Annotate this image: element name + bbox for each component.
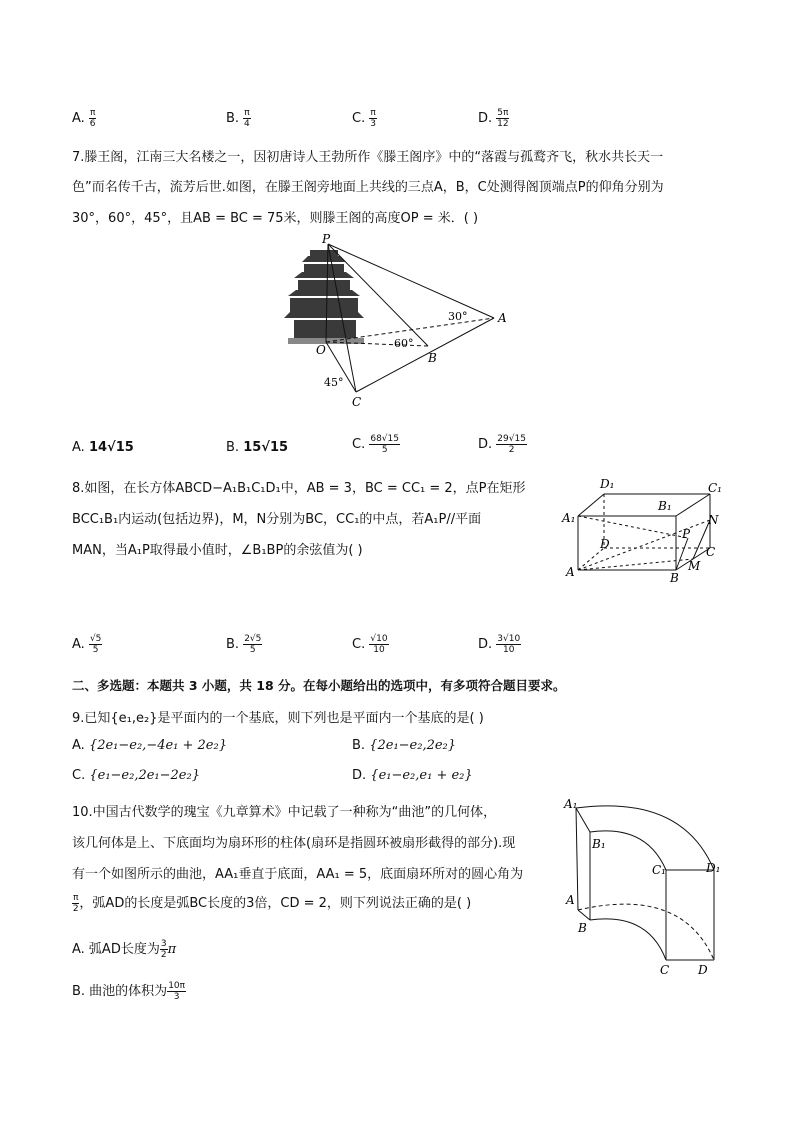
q7-option-b bbox=[226, 440, 288, 455]
q8-option-b bbox=[226, 634, 262, 655]
q8-option-a bbox=[72, 634, 102, 655]
q9-option-a bbox=[72, 738, 227, 753]
label-a: A bbox=[498, 311, 507, 325]
label-30: 30° bbox=[448, 310, 468, 323]
q7-line-2: 色”而名传千古，流芳后世.如图，在滕王阁旁地面上共线的三点A，B，C处测得阁顶端点P的仰角分别为 bbox=[72, 180, 664, 195]
q10-line-2: 该几何体是上、下底面均为扇环形的柱体(扇环是指圆环被扇形截得的部分).现 bbox=[72, 836, 516, 851]
label-p: P bbox=[322, 232, 331, 246]
fraction bbox=[496, 434, 527, 455]
frac-num: 29√15 bbox=[497, 434, 526, 444]
option-label: A. bbox=[72, 637, 85, 652]
q8-line-1: 8.如图，在长方体ABCD−A₁B₁C₁D₁中，AB = 3，BC = CC₁ = 2，点P在矩形 bbox=[72, 481, 526, 496]
fraction bbox=[496, 634, 521, 655]
option-label: B. bbox=[352, 738, 366, 753]
fraction bbox=[369, 434, 400, 455]
label-b: B bbox=[428, 351, 437, 365]
option-text: {2e₁−e₂,−4e₁ + 2e₂} bbox=[88, 738, 227, 753]
option-text: {2e₁−e₂,2e₂} bbox=[369, 738, 457, 753]
section-2-heading: 二、多选题：本题共 3 小题，共 18 分。在每小题给出的选项中，有多项符合题目要求。 bbox=[72, 678, 566, 693]
q9-option-d bbox=[352, 768, 473, 783]
fraction bbox=[160, 939, 168, 960]
option-suffix: π bbox=[167, 942, 177, 957]
q10-line-4 bbox=[72, 892, 471, 914]
q7-option-c bbox=[352, 434, 400, 455]
option-label: C. bbox=[352, 637, 366, 652]
frac-den: 2 bbox=[508, 445, 515, 455]
label-b1: B₁ bbox=[592, 837, 606, 851]
frac-num: π bbox=[370, 108, 376, 118]
q6-option-a bbox=[72, 108, 96, 129]
fraction bbox=[89, 634, 102, 655]
label-d: D bbox=[600, 537, 610, 551]
q7-option-d bbox=[478, 434, 527, 455]
q9-option-c bbox=[72, 768, 200, 783]
label-n: N bbox=[708, 513, 719, 527]
option-label: D. bbox=[478, 437, 493, 452]
frac-num: π bbox=[73, 893, 79, 903]
fraction bbox=[243, 634, 262, 655]
frac-den: 10 bbox=[373, 645, 385, 655]
option-label: C. bbox=[72, 768, 86, 783]
option-text: A. 弧AD长度为 bbox=[72, 942, 160, 957]
label-a1: A₁ bbox=[564, 797, 578, 811]
option-text: 14√15 bbox=[88, 440, 134, 455]
label-d1: D₁ bbox=[600, 477, 615, 491]
frac-den: 3 bbox=[173, 992, 180, 1002]
label-a1: A₁ bbox=[562, 511, 576, 525]
label-c: C bbox=[660, 963, 670, 976]
q7-line-1: 7.滕王阁，江南三大名楼之一，因初唐诗人王勃所作《滕王阁序》中的“落霞与孤鹜齐飞，秋水共长天一 bbox=[72, 150, 664, 165]
q6-option-b bbox=[226, 108, 251, 129]
label-60: 60° bbox=[394, 337, 414, 350]
frac-den: 5 bbox=[249, 645, 256, 655]
q8-figure bbox=[560, 472, 730, 584]
frac-num: 68√15 bbox=[370, 434, 399, 444]
frac-num: 10π bbox=[168, 981, 186, 991]
label-c1: C₁ bbox=[708, 481, 722, 495]
q7-option-a bbox=[72, 440, 134, 455]
option-text: {e₁−e₂,2e₁−2e₂} bbox=[89, 768, 200, 783]
q7-figure bbox=[280, 230, 520, 410]
fraction bbox=[89, 108, 96, 129]
option-label: A. bbox=[72, 738, 85, 753]
frac-num: 3 bbox=[160, 939, 167, 949]
option-label: D. bbox=[352, 768, 367, 783]
label-b1: B₁ bbox=[658, 499, 672, 513]
fraction bbox=[496, 108, 509, 129]
option-label: D. bbox=[478, 637, 493, 652]
fraction bbox=[369, 634, 388, 655]
pavilion-illustration bbox=[284, 250, 364, 344]
label-a: A bbox=[566, 565, 575, 579]
q9-option-b bbox=[352, 738, 456, 753]
label-c1: C₁ bbox=[652, 863, 666, 877]
q10-line-1: 10.中国古代数学的瑰宝《九章算术》中记载了一种称为“曲池”的几何体， bbox=[72, 805, 497, 820]
frac-den: 6 bbox=[89, 119, 96, 129]
q10-option-a bbox=[72, 938, 176, 960]
frac-num: π bbox=[244, 108, 250, 118]
option-text: 15√15 bbox=[243, 440, 289, 455]
q10-option-b bbox=[72, 980, 186, 1002]
fraction bbox=[167, 981, 186, 1002]
q8-line-2: BCC₁B₁内运动(包括边界)，M，N分别为BC，CC₁的中点，若A₁P//平面 bbox=[72, 512, 482, 527]
frac-den: 2 bbox=[72, 904, 79, 914]
option-label: C. bbox=[352, 111, 366, 126]
option-label: B. bbox=[226, 637, 240, 652]
q7-line-3: 30°，60°，45°，且AB = BC = 75米，则滕王阁的高度OP = 米．( ) bbox=[72, 211, 479, 226]
label-p: P bbox=[682, 527, 691, 541]
option-text: {e₁−e₂,e₁ + e₂} bbox=[370, 768, 473, 783]
option-label: D. bbox=[478, 111, 493, 126]
frac-num: √5 bbox=[89, 634, 102, 644]
frac-den: 12 bbox=[497, 119, 509, 129]
label-d: D bbox=[698, 963, 708, 976]
label-d1: D₁ bbox=[706, 861, 721, 875]
q9-stem: 9.已知{e₁,e₂}是平面内的一个基底，则下列也是平面内一个基底的是( ) bbox=[72, 711, 484, 726]
label-m: M bbox=[688, 559, 701, 573]
fraction bbox=[243, 108, 250, 129]
q6-option-d bbox=[478, 108, 509, 129]
segment-ac bbox=[356, 318, 494, 392]
label-b: B bbox=[670, 571, 679, 584]
frac-den: 5 bbox=[381, 445, 388, 455]
fraction bbox=[369, 108, 376, 129]
frac-den: 2 bbox=[160, 950, 167, 960]
q8-option-d bbox=[478, 634, 521, 655]
label-c: C bbox=[352, 395, 362, 409]
frac-num: π bbox=[89, 108, 96, 118]
frac-num: 2√5 bbox=[244, 634, 262, 644]
frac-den: 3 bbox=[370, 119, 376, 129]
q10-line-3: 有一个如图所示的曲池，AA₁垂直于底面，AA₁ = 5，底面扇环所对的圆心角为 bbox=[72, 867, 524, 882]
frac-num: 5π bbox=[497, 108, 509, 118]
q6-option-c bbox=[352, 108, 377, 129]
label-o: O bbox=[316, 343, 326, 357]
option-label: B. bbox=[226, 440, 240, 455]
option-text: B. 曲池的体积为 bbox=[72, 984, 168, 999]
frac-den: 4 bbox=[244, 119, 250, 129]
label-c: C bbox=[706, 545, 716, 559]
q10-figure bbox=[562, 794, 732, 976]
option-label: A. bbox=[72, 111, 85, 126]
q8-option-c bbox=[352, 634, 389, 655]
q8-line-3: MAN，当A₁P取得最小值时，∠B₁BP的余弦值为( ) bbox=[72, 543, 363, 558]
option-label: A. bbox=[72, 440, 85, 455]
label-a: A bbox=[566, 893, 575, 907]
label-45: 45° bbox=[324, 376, 344, 389]
q10-line-4-text: ，弧AD的长度是弧BC长度的3倍，CD = 2，则下列说法正确的是( ) bbox=[79, 896, 472, 911]
option-label: B. bbox=[226, 111, 240, 126]
frac-num: 3√10 bbox=[497, 634, 521, 644]
frac-den: 10 bbox=[503, 645, 515, 655]
label-b: B bbox=[578, 921, 587, 935]
frac-num: √10 bbox=[370, 634, 388, 644]
frac-den: 5 bbox=[92, 645, 99, 655]
option-label: C. bbox=[352, 437, 366, 452]
